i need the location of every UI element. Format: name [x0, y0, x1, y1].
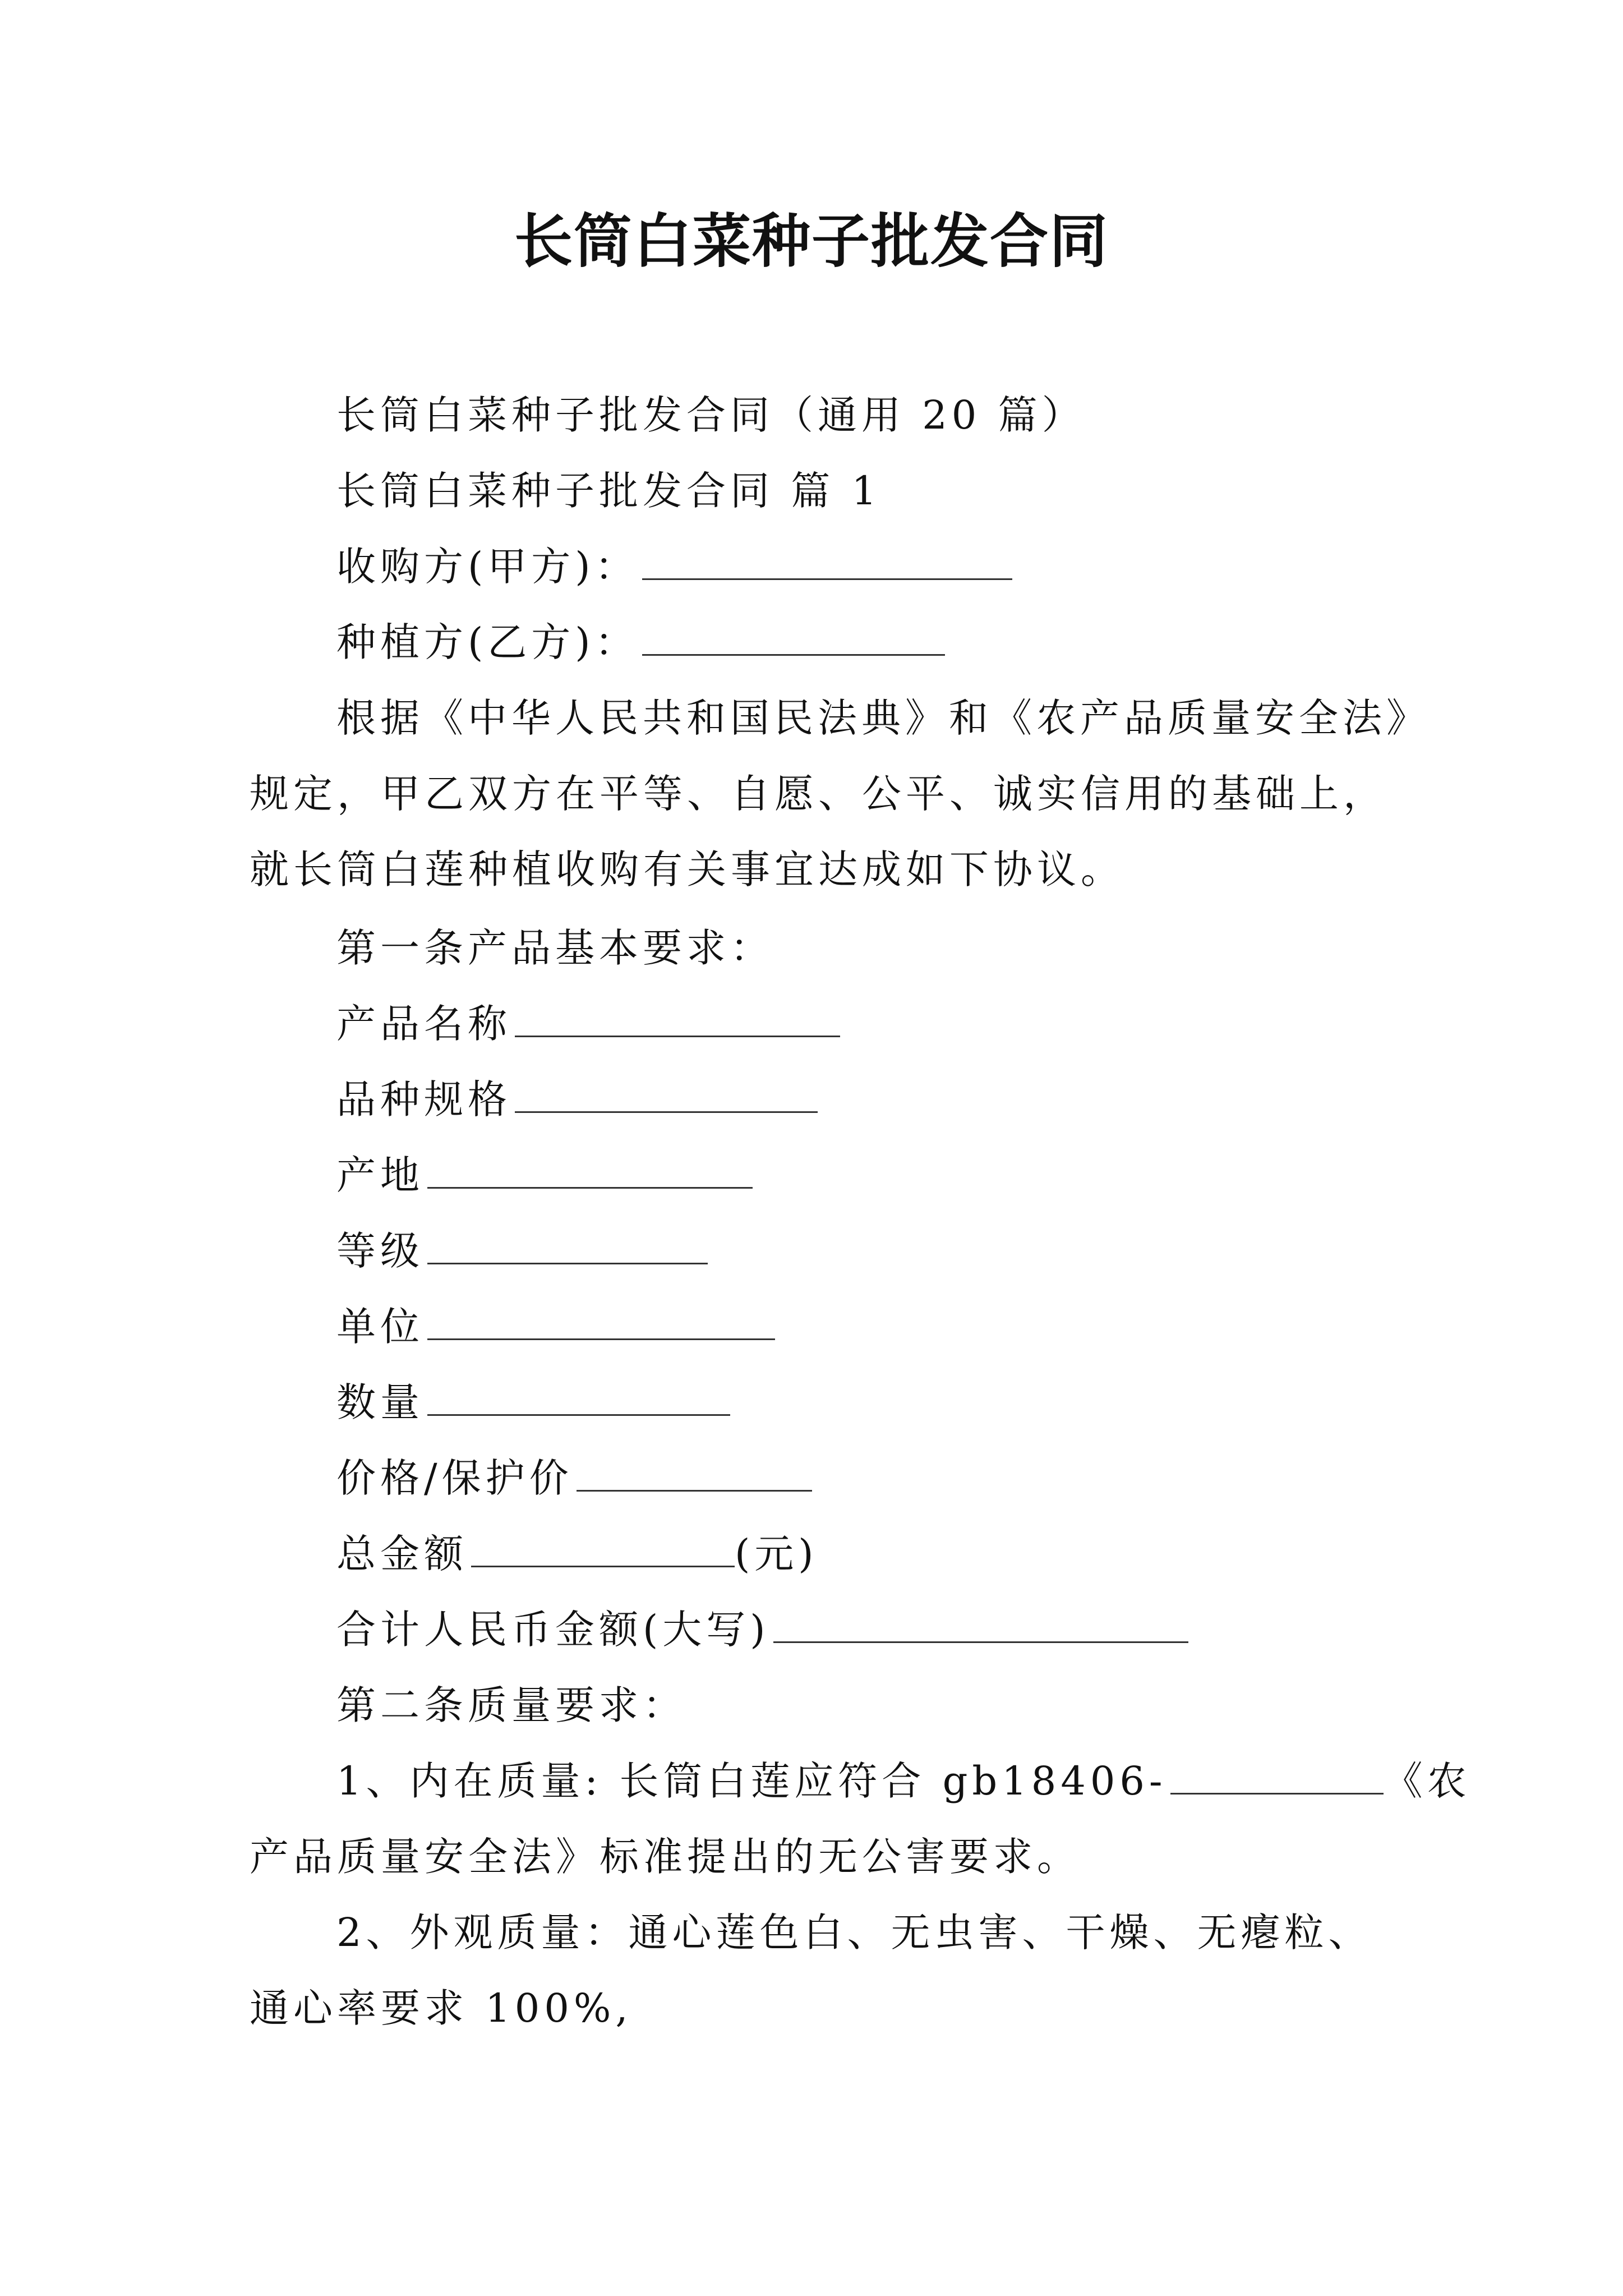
document-title: 长筒白菜种子批发合同	[514, 207, 1109, 275]
field-price-label: 价格/保护价	[336, 1455, 573, 1501]
field-variety	[336, 1071, 818, 1128]
field-total-rmb-label: 合计人民币金额(大写)	[336, 1607, 770, 1653]
quality-1-text: 1、内在质量: 长筒白莲应符合 gb18406-	[336, 1758, 1167, 1804]
field-unit-blank	[427, 1305, 775, 1340]
quality-2-line-2: 通心率要求 100%,	[250, 1985, 633, 2031]
grower-party-line	[336, 614, 945, 670]
field-price-blank	[577, 1456, 812, 1492]
field-quantity	[336, 1374, 730, 1430]
grower-label: 种植方(乙方)：	[336, 619, 639, 665]
grower-blank	[642, 620, 945, 656]
buyer-party-line	[336, 539, 1012, 595]
field-unit	[336, 1299, 775, 1355]
article-1-title: 第一条产品基本要求：	[336, 925, 774, 971]
quality-2-line-1: 2、外观质量：通心莲色白、无虫害、干燥、无瘪粒、	[336, 1910, 1372, 1955]
field-variety-label: 品种规格	[336, 1076, 511, 1122]
intro-line-2: 规定，甲乙双方在平等、自愿、公平、诚实信用的基础上，	[250, 771, 1387, 817]
field-product-name-blank	[515, 1002, 840, 1037]
field-unit-label: 单位	[336, 1304, 424, 1350]
field-variety-blank	[515, 1078, 818, 1113]
article-2-title: 第二条质量要求：	[336, 1682, 686, 1728]
quality-1-line-2: 产品质量安全法》标准提出的无公害要求。	[250, 1834, 1081, 1880]
field-total-blank	[471, 1532, 735, 1567]
field-quantity-label: 数量	[336, 1379, 424, 1425]
quality-1-text-end: 《农	[1383, 1758, 1471, 1804]
field-quantity-blank	[427, 1381, 730, 1416]
intro-line-1: 根据《中华人民共和国民法典》和《农产品质量安全法》	[336, 695, 1430, 741]
field-origin-label: 产地	[336, 1152, 424, 1198]
field-product-name	[336, 996, 840, 1052]
buyer-label: 收购方(甲方)：	[336, 544, 639, 590]
field-total-rmb	[336, 1602, 1188, 1658]
field-grade-blank	[427, 1229, 708, 1264]
field-total-suffix: (元)	[735, 1531, 818, 1577]
field-origin-blank	[427, 1153, 753, 1189]
section-heading: 长筒白菜种子批发合同 篇 1	[336, 468, 882, 514]
document-subtitle: 长筒白菜种子批发合同（通用 20 篇）	[336, 392, 1086, 438]
field-grade-label: 等级	[336, 1228, 424, 1274]
quality-1-blank	[1170, 1759, 1384, 1795]
intro-line-3: 就长筒白莲种植收购有关事宜达成如下协议。	[250, 846, 1124, 892]
field-price	[336, 1450, 812, 1506]
buyer-blank	[642, 545, 1012, 580]
field-total	[336, 1526, 818, 1582]
field-total-rmb-blank	[773, 1608, 1188, 1643]
quality-1-line-1	[336, 1753, 1471, 1809]
field-grade	[336, 1223, 708, 1279]
field-product-name-label: 产品名称	[336, 1001, 511, 1047]
field-origin	[336, 1147, 753, 1203]
field-total-label: 总金额	[336, 1531, 468, 1577]
